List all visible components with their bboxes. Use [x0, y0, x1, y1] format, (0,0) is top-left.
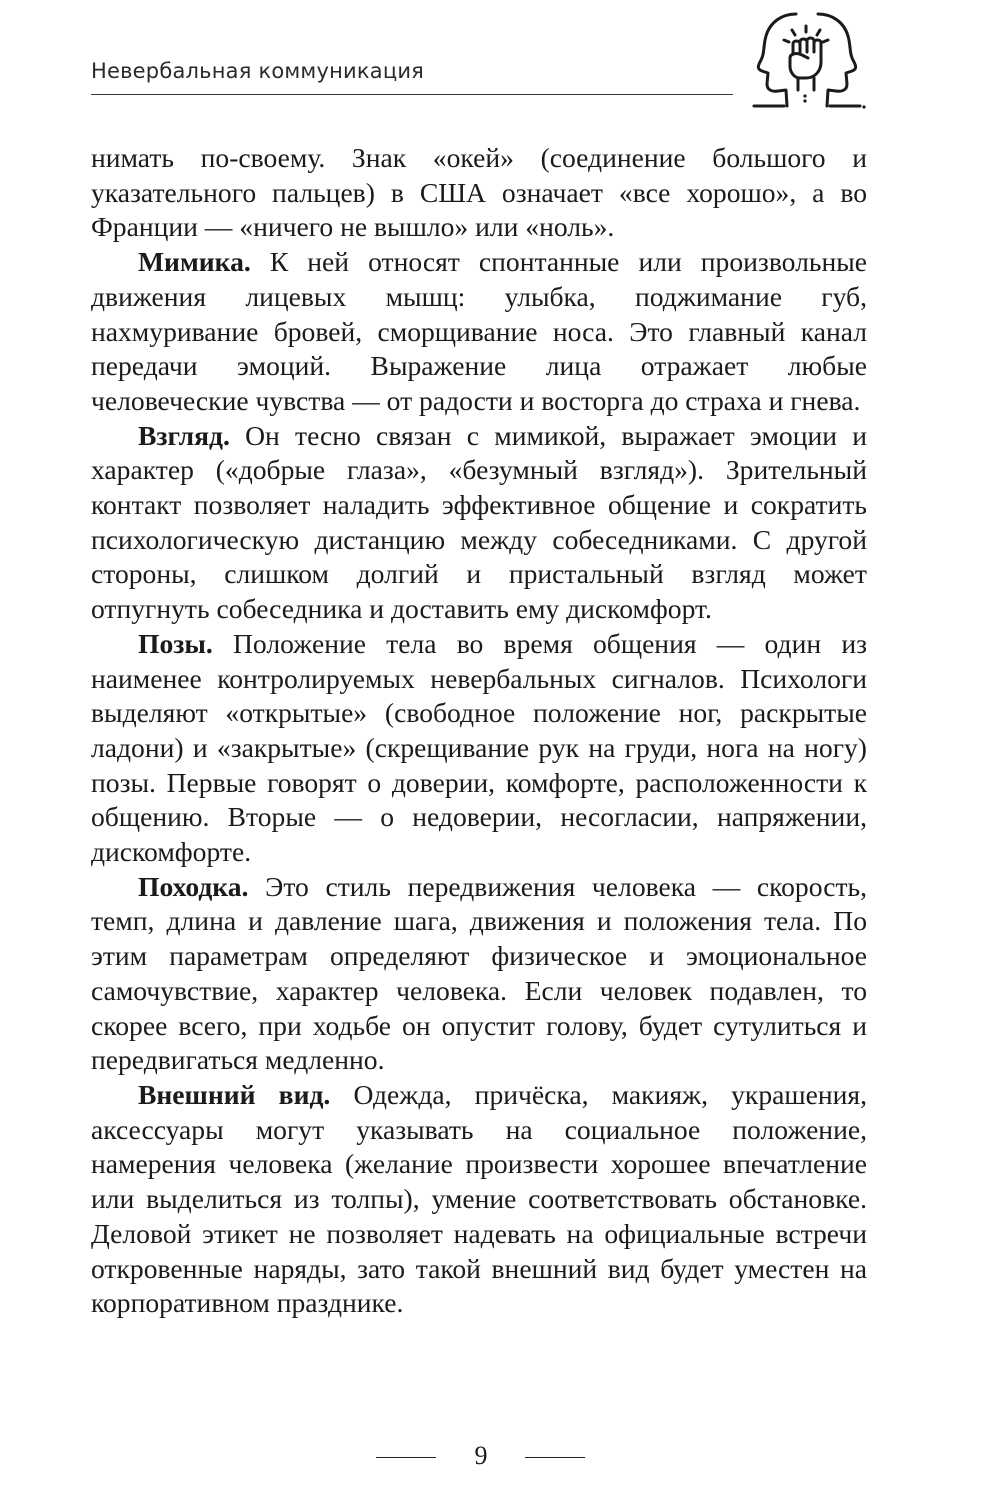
term-vneshniy-vid: Внешний вид.: [138, 1078, 331, 1110]
page-number: 9: [474, 1441, 488, 1470]
body-text: [91, 141, 867, 1321]
paragraph-text: Одежда, причёска, макияж, украшения, аксессуары могут указывать на социальное положение, намерения человека (желание произвести хорошее впечатление или выделиться из толпы), умение соответствовать обстановке. Деловой этикет не позволяет надевать на официальные встречи откровенные наряды, зато такой внешний вид будет уместен на корпоративном празднике.: [91, 1078, 867, 1319]
term-vzglyad: Взгляд.: [138, 419, 230, 451]
paragraph-vzglyad: [91, 419, 867, 627]
paragraph-text: Он тесно связан с мимикой, выражает эмоции и характер («добрые глаза», «безумный взгляд»). Зрительный контакт позволяет наладить эффективное общение и сократить психологическую дистанцию между собеседниками. С другой стороны, слишком долгий и пристальный взгляд может отпугнуть собеседника и доставить ему дискомфорт.: [91, 419, 867, 625]
paragraph-text: К ней относят спонтанные или произвольные движения лицевых мышц: улыбка, поджимание губ, нахмуривание бровей, сморщивание носа. Это главный канал передачи эмоций. Выражение лица отражает любые человеческие чувства — от радости и восторга до страха и гнева.: [91, 246, 867, 416]
page-footer: [0, 1441, 1000, 1471]
paragraph-mimika: [91, 245, 867, 419]
paragraph-vneshniy-vid: [91, 1078, 867, 1321]
footer-rule-right: [525, 1457, 585, 1458]
running-header-title: Невербальная коммуникация: [91, 59, 425, 83]
paragraph-text: Положение тела во время общения — один из наименее контролируемых невербальных сигналов. Психологи выделяют «открытые» (свободное положение ног, раскрытые ладони) и «закрытые» (скрещивание рук на груди, нога на ногу) позы. Первые говорят о доверии, комфорте, расположенности к общению. Вторые — о недоверии, несогласии, напряжении, дискомфорте.: [91, 627, 867, 868]
term-pokhodka: Походка.: [138, 870, 249, 902]
paragraph-continuation: [91, 141, 867, 245]
paragraph-pokhodka: [91, 870, 867, 1078]
term-mimika: Мимика.: [138, 246, 251, 278]
paragraph-text: Это стиль передвижения человека — скорость, темп, длина и давление шага, движения и положения тела. По этим параметрам определяют физическое и эмоциональное самочувствие, характер человека. Если человек подавлен, то скорее всего, при ходьбе он опустит голову, будет сутулиться и передвигаться медленно.: [91, 870, 867, 1076]
header-rule: [91, 94, 733, 95]
term-pozy: Позы.: [138, 627, 213, 659]
footer-rule-left: [376, 1457, 436, 1458]
paragraph-text: нимать по-своему. Знак «окей» (соединение большого и указательного пальцев) в США означает «все хорошо», а во Франции — «ничего не вышло» или «ноль».: [91, 142, 867, 243]
head-with-raised-fist-icon: [748, 8, 866, 110]
paragraph-pozy: [91, 627, 867, 870]
